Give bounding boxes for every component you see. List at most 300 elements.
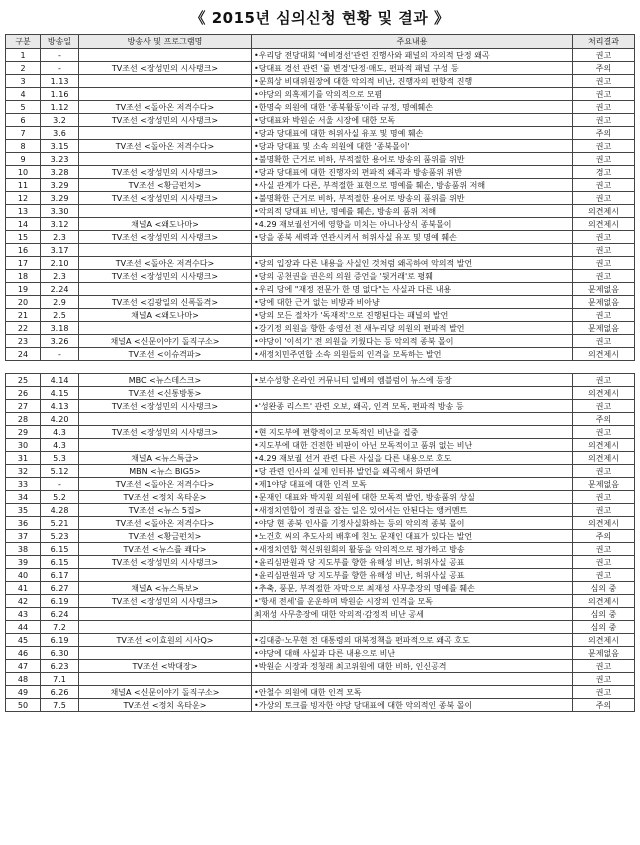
row-program: 채널A <신문이야기 돌직구소> xyxy=(79,335,252,348)
row-result: 권고 xyxy=(573,257,635,270)
row-result: 문제없음 xyxy=(573,478,635,491)
table-row xyxy=(6,608,635,621)
row-number: 2 xyxy=(6,62,41,75)
row-program: 채널A <왜도나마> xyxy=(79,309,252,322)
header-result: 처리결과 xyxy=(573,35,635,49)
row-number: 8 xyxy=(6,140,41,153)
row-content: •악의적 당대표 비난, 명예를 훼손, 방송의 품위 저해 xyxy=(252,205,573,218)
row-number: 37 xyxy=(6,530,41,543)
row-program xyxy=(79,75,252,88)
row-number: 20 xyxy=(6,296,41,309)
row-date: 1.12 xyxy=(41,101,79,114)
row-date: 6.17 xyxy=(41,569,79,582)
row-result: 권고 xyxy=(573,101,635,114)
row-date: 7.1 xyxy=(41,673,79,686)
row-date: 3.15 xyxy=(41,140,79,153)
row-content xyxy=(252,673,573,686)
row-program: TV조선 <정치 옥타운> xyxy=(79,491,252,504)
row-program: TV조선 <돌아온 저격수다> xyxy=(79,140,252,153)
row-result: 권고 xyxy=(573,244,635,257)
row-number: 26 xyxy=(6,387,41,400)
row-content: •당에 대한 근거 없는 비방과 비아냥 xyxy=(252,296,573,309)
row-result: 주의 xyxy=(573,530,635,543)
row-content: •우리당 전당대회 '예비경선'관련 진행사와 패널의 자의적 단정 왜곡 xyxy=(252,49,573,62)
table-row xyxy=(6,621,635,634)
row-result: 주의 xyxy=(573,413,635,426)
row-result: 권고 xyxy=(573,140,635,153)
row-result: 권고 xyxy=(573,49,635,62)
row-program: TV조선 <정치 옥타운> xyxy=(79,699,252,712)
row-content: •당대표와 박원순 서울 시장에 대한 모독 xyxy=(252,114,573,127)
row-date: 2.5 xyxy=(41,309,79,322)
table-row xyxy=(6,634,635,647)
row-content: •당의 모든 절차가 '독재적'으로 진행된다는 패널의 발언 xyxy=(252,309,573,322)
table-row xyxy=(6,569,635,582)
row-date: - xyxy=(41,478,79,491)
row-number: 10 xyxy=(6,166,41,179)
row-program: TV조선 <이효원의 시사Q> xyxy=(79,634,252,647)
row-content: •야당의 의혹제기를 악의적으로 모폄 xyxy=(252,88,573,101)
table-row xyxy=(6,244,635,257)
row-content: •지도부에 대한 건전한 비판이 아닌 모독적이고 품위 없는 비난 xyxy=(252,439,573,452)
table-row xyxy=(6,127,635,140)
row-program: MBC <뉴스데스크> xyxy=(79,374,252,387)
row-program: TV조선 <신통방통> xyxy=(79,387,252,400)
table-row xyxy=(6,140,635,153)
row-date: 2.3 xyxy=(41,231,79,244)
row-content: •당과 당대표 및 소속 의원에 대한 '종북몰이' xyxy=(252,140,573,153)
row-result: 권고 xyxy=(573,491,635,504)
row-content: •제1야당 대표에 대한 인격 모독 xyxy=(252,478,573,491)
row-result: 의견제시 xyxy=(573,205,635,218)
row-number: 39 xyxy=(6,556,41,569)
row-number: 41 xyxy=(6,582,41,595)
row-date: 4.3 xyxy=(41,439,79,452)
row-content: •윤리심판원과 당 지도부를 향한 유해성 비난, 허위사실 공표 xyxy=(252,556,573,569)
row-program: TV조선 <장성민의 시사탱크> xyxy=(79,556,252,569)
row-date: 3.2 xyxy=(41,114,79,127)
table-row xyxy=(6,335,635,348)
row-content xyxy=(252,387,573,400)
row-program xyxy=(79,569,252,582)
row-number: 13 xyxy=(6,205,41,218)
row-result: 의견제시 xyxy=(573,439,635,452)
table-row xyxy=(6,387,635,400)
row-date: 6.23 xyxy=(41,660,79,673)
row-number: 32 xyxy=(6,465,41,478)
row-program: 채널A <왜도나마> xyxy=(79,218,252,231)
row-content: •노건호 씨의 추도사의 배후에 친노 문재인 대표가 있다는 발언 xyxy=(252,530,573,543)
row-date: 2.24 xyxy=(41,283,79,296)
header-program: 방송사 및 프로그램명 xyxy=(79,35,252,49)
row-date: 5.2 xyxy=(41,491,79,504)
row-number: 48 xyxy=(6,673,41,686)
row-program: TV조선 <장성민의 시사탱크> xyxy=(79,400,252,413)
row-number: 35 xyxy=(6,504,41,517)
row-program xyxy=(79,673,252,686)
row-content: •새정치민주연합 소속 의원들의 인격을 모독하는 발언 xyxy=(252,348,573,361)
row-content: •문재인 대표와 박지원 의원에 대한 모독적 발언, 방송품위 상실 xyxy=(252,491,573,504)
row-program: TV조선 <돌아온 저격수다> xyxy=(79,101,252,114)
header-number: 구분 xyxy=(6,35,41,49)
row-date: 7.5 xyxy=(41,699,79,712)
row-content: •야당이 '이석기' 전 의원을 키웠다는 등 악의적 종북 몰이 xyxy=(252,335,573,348)
row-result: 심의 중 xyxy=(573,582,635,595)
row-content: •문희상 비대위원장에 대한 악의적 비난, 진행자의 편향적 진행 xyxy=(252,75,573,88)
table-row xyxy=(6,49,635,62)
row-date: 1.13 xyxy=(41,75,79,88)
row-number: 3 xyxy=(6,75,41,88)
table-row xyxy=(6,88,635,101)
row-content: •야당에 대해 사실과 다른 내용으로 비난 xyxy=(252,647,573,660)
row-date: 6.15 xyxy=(41,556,79,569)
row-program: TV조선 <장성민의 시사탱크> xyxy=(79,62,252,75)
row-result: 권고 xyxy=(573,556,635,569)
row-date: 4.3 xyxy=(41,426,79,439)
row-date: 5.21 xyxy=(41,517,79,530)
row-number: 7 xyxy=(6,127,41,140)
row-content: •당을 종북 세력과 연관시켜서 허위사실 유포 및 명예 훼손 xyxy=(252,231,573,244)
row-date: 3.23 xyxy=(41,153,79,166)
table-row xyxy=(6,114,635,127)
row-content: •보수성향 온라인 커뮤니티 일베의 엠블럼이 뉴스에 등장 xyxy=(252,374,573,387)
header-date: 방송일 xyxy=(41,35,79,49)
row-number: 12 xyxy=(6,192,41,205)
table-row xyxy=(6,530,635,543)
row-result: 권고 xyxy=(573,686,635,699)
table-row xyxy=(6,205,635,218)
row-date: 6.19 xyxy=(41,634,79,647)
row-program: TV조선 <황금펀치> xyxy=(79,179,252,192)
row-program: TV조선 <돌아온 저격수다> xyxy=(79,257,252,270)
row-date: 6.24 xyxy=(41,608,79,621)
row-result: 심의 중 xyxy=(573,608,635,621)
row-result: 의견제시 xyxy=(573,218,635,231)
row-content: •사실 관계가 다른, 부적절한 표현으로 명예를 훼손, 방송품위 저해 xyxy=(252,179,573,192)
result-table-continued xyxy=(5,373,635,712)
row-result: 권고 xyxy=(573,179,635,192)
row-result: 권고 xyxy=(573,309,635,322)
row-program xyxy=(79,439,252,452)
row-result: 권고 xyxy=(573,465,635,478)
row-date: 2.10 xyxy=(41,257,79,270)
row-date: - xyxy=(41,62,79,75)
table-row xyxy=(6,348,635,361)
row-number: 29 xyxy=(6,426,41,439)
row-date: 3.18 xyxy=(41,322,79,335)
row-content: •새정치연합이 정권을 잡는 일은 있어서는 안된다는 앵커멘트 xyxy=(252,504,573,517)
row-date: 6.26 xyxy=(41,686,79,699)
table-row xyxy=(6,62,635,75)
row-date: 3.17 xyxy=(41,244,79,257)
row-number: 38 xyxy=(6,543,41,556)
row-program: TV조선 <장성민의 시사탱크> xyxy=(79,114,252,127)
row-number: 50 xyxy=(6,699,41,712)
row-date: 4.15 xyxy=(41,387,79,400)
table-row xyxy=(6,426,635,439)
row-program xyxy=(79,205,252,218)
table-row xyxy=(6,270,635,283)
row-result: 권고 xyxy=(573,75,635,88)
row-number: 45 xyxy=(6,634,41,647)
row-content: •당의 공천권을 권은의 의원 증언을 '뒷거래'로 평훼 xyxy=(252,270,573,283)
row-program xyxy=(79,283,252,296)
row-date: 5.3 xyxy=(41,452,79,465)
row-program: TV조선 <장성민의 시사탱크> xyxy=(79,595,252,608)
row-result: 권고 xyxy=(573,114,635,127)
row-date: 1.16 xyxy=(41,88,79,101)
row-content: •당과 당대표에 대한 허위사실 유포 및 명예 훼손 xyxy=(252,127,573,140)
table-row xyxy=(6,478,635,491)
row-content: •'성완종 리스트' 관련 오보, 왜곡, 인격 모독, 편파적 방송 등 xyxy=(252,400,573,413)
row-result: 문제없음 xyxy=(573,322,635,335)
header-content: 주요내용 xyxy=(252,35,573,49)
row-date: 3.29 xyxy=(41,192,79,205)
table-row xyxy=(6,543,635,556)
table-row xyxy=(6,231,635,244)
table-row xyxy=(6,595,635,608)
row-date: 6.27 xyxy=(41,582,79,595)
row-number: 46 xyxy=(6,647,41,660)
row-date: 4.28 xyxy=(41,504,79,517)
row-program xyxy=(79,647,252,660)
row-content: •박원순 시장과 정청래 최고위원에 대한 비하, 인신공격 xyxy=(252,660,573,673)
row-date: 4.13 xyxy=(41,400,79,413)
table-row xyxy=(6,166,635,179)
row-number: 47 xyxy=(6,660,41,673)
row-date: 7.2 xyxy=(41,621,79,634)
row-program xyxy=(79,621,252,634)
row-content: •야당 현 종북 인사를 기정사실화하는 등의 악의적 종북 몰이 xyxy=(252,517,573,530)
row-program xyxy=(79,49,252,62)
result-table xyxy=(5,34,635,361)
row-number: 34 xyxy=(6,491,41,504)
table-row xyxy=(6,413,635,426)
table-row xyxy=(6,582,635,595)
table-row xyxy=(6,374,635,387)
table-row xyxy=(6,309,635,322)
table-row xyxy=(6,504,635,517)
table-row xyxy=(6,452,635,465)
row-number: 17 xyxy=(6,257,41,270)
table-row xyxy=(6,439,635,452)
table-row xyxy=(6,491,635,504)
row-program xyxy=(79,153,252,166)
row-result: 문제없음 xyxy=(573,283,635,296)
row-content: •당의 입장과 다른 내용을 사실인 것처럼 왜곡하여 악의적 발언 xyxy=(252,257,573,270)
row-result: 심의 중 xyxy=(573,621,635,634)
row-program: 채널A <뉴스특급> xyxy=(79,452,252,465)
row-result: 권고 xyxy=(573,192,635,205)
row-content: •안철수 의원에 대한 인격 모독 xyxy=(252,686,573,699)
row-number: 49 xyxy=(6,686,41,699)
row-date: 4.20 xyxy=(41,413,79,426)
row-number: 28 xyxy=(6,413,41,426)
table-row xyxy=(6,400,635,413)
row-number: 21 xyxy=(6,309,41,322)
row-date: - xyxy=(41,49,79,62)
row-date: 4.14 xyxy=(41,374,79,387)
table-row xyxy=(6,218,635,231)
row-number: 42 xyxy=(6,595,41,608)
row-content: •당과 당대표에 대한 진행자의 편파적 왜곡과 방송품위 위반 xyxy=(252,166,573,179)
row-number: 19 xyxy=(6,283,41,296)
row-program: TV조선 <김광일의 신폭돌격> xyxy=(79,296,252,309)
row-result: 권고 xyxy=(573,153,635,166)
row-result: 권고 xyxy=(573,673,635,686)
row-content: •4.29 재보궐선거에 영향을 미치는 아니나상식 종북몰이 xyxy=(252,218,573,231)
row-content: •김대중·노무현 전 대통령의 대북정책을 편파적으로 왜곡 호도 xyxy=(252,634,573,647)
table-row xyxy=(6,296,635,309)
row-program xyxy=(79,608,252,621)
row-program: TV조선 <장성민의 시사탱크> xyxy=(79,192,252,205)
row-content xyxy=(252,244,573,257)
row-date: 6.15 xyxy=(41,543,79,556)
row-number: 16 xyxy=(6,244,41,257)
row-date: 3.6 xyxy=(41,127,79,140)
table-row xyxy=(6,322,635,335)
row-content: 최재성 사무총장에 대한 악의적·감정적 비난 공세 xyxy=(252,608,573,621)
row-content: •'항새 전세'를 운운하며 박원순 시장의 인격을 모독 xyxy=(252,595,573,608)
row-result: 권고 xyxy=(573,504,635,517)
row-program: 채널A <신문이야기 돌직구소> xyxy=(79,686,252,699)
table-row xyxy=(6,556,635,569)
row-number: 36 xyxy=(6,517,41,530)
row-result: 경고 xyxy=(573,166,635,179)
row-date: 5.23 xyxy=(41,530,79,543)
table-row xyxy=(6,686,635,699)
table-row xyxy=(6,153,635,166)
row-number: 6 xyxy=(6,114,41,127)
row-program: TV조선 <이슈격파> xyxy=(79,348,252,361)
row-content: •불명확한 근거로 비하, 부적절한 용어로 방송의 품위를 위반 xyxy=(252,153,573,166)
row-content: •현 지도부에 편향적이고 모독적인 비난을 집중 xyxy=(252,426,573,439)
row-result: 권고 xyxy=(573,335,635,348)
row-number: 4 xyxy=(6,88,41,101)
row-number: 30 xyxy=(6,439,41,452)
table-header-row xyxy=(6,35,635,49)
table-row xyxy=(6,465,635,478)
row-program xyxy=(79,322,252,335)
row-program: 채널A <뉴스특보> xyxy=(79,582,252,595)
row-program xyxy=(79,88,252,101)
row-number: 15 xyxy=(6,231,41,244)
row-date: 3.28 xyxy=(41,166,79,179)
table-row xyxy=(6,179,635,192)
row-content: •우리 당에 "재정 전문가 한 명 없다"는 사실과 다른 내용 xyxy=(252,283,573,296)
table-row xyxy=(6,101,635,114)
row-number: 25 xyxy=(6,374,41,387)
row-result: 의견제시 xyxy=(573,387,635,400)
row-result: 문제없음 xyxy=(573,296,635,309)
row-number: 23 xyxy=(6,335,41,348)
row-program: TV조선 <박대장> xyxy=(79,660,252,673)
row-result: 권고 xyxy=(573,660,635,673)
table-row xyxy=(6,673,635,686)
row-number: 33 xyxy=(6,478,41,491)
row-number: 18 xyxy=(6,270,41,283)
row-result: 권고 xyxy=(573,231,635,244)
table-row xyxy=(6,192,635,205)
row-number: 5 xyxy=(6,101,41,114)
row-content: •추축, 풍문, 부적절한 자막으로 최재성 사무총장의 명예를 훼손 xyxy=(252,582,573,595)
row-program: TV조선 <장성민의 시사탱크> xyxy=(79,166,252,179)
row-content: •윤리심판원과 당 지도부를 향한 유해성 비난, 허위사실 공표 xyxy=(252,569,573,582)
row-number: 31 xyxy=(6,452,41,465)
row-number: 22 xyxy=(6,322,41,335)
row-content xyxy=(252,413,573,426)
row-result: 권고 xyxy=(573,426,635,439)
row-program xyxy=(79,127,252,140)
row-number: 14 xyxy=(6,218,41,231)
row-number: 27 xyxy=(6,400,41,413)
row-program: TV조선 <장성민의 시사탱크> xyxy=(79,270,252,283)
row-result: 의견제시 xyxy=(573,595,635,608)
row-date: 5.12 xyxy=(41,465,79,478)
row-result: 의견제시 xyxy=(573,517,635,530)
row-result: 의견제시 xyxy=(573,634,635,647)
table-gap xyxy=(0,361,640,373)
row-date: 3.26 xyxy=(41,335,79,348)
row-date: 2.9 xyxy=(41,296,79,309)
row-result: 문제없음 xyxy=(573,647,635,660)
row-program xyxy=(79,244,252,257)
row-content: •새정치연합 혁신위원회의 활동을 악의적으로 평가하고 방송 xyxy=(252,543,573,556)
row-result: 권고 xyxy=(573,374,635,387)
row-program: TV조선 <뉴스 5집> xyxy=(79,504,252,517)
table-row xyxy=(6,75,635,88)
table-row xyxy=(6,647,635,660)
row-number: 24 xyxy=(6,348,41,361)
row-program: TV조선 <뉴스를 쾌다> xyxy=(79,543,252,556)
row-result: 권고 xyxy=(573,270,635,283)
row-content: •불명확한 근거로 비하, 부적절한 용어로 방송의 품위를 위반 xyxy=(252,192,573,205)
table-row xyxy=(6,283,635,296)
row-result: 주의 xyxy=(573,62,635,75)
row-result: 의견제시 xyxy=(573,348,635,361)
row-number: 40 xyxy=(6,569,41,582)
row-result: 주의 xyxy=(573,127,635,140)
row-program: TV조선 <장성민의 시사탱크> xyxy=(79,426,252,439)
table-row xyxy=(6,699,635,712)
row-number: 11 xyxy=(6,179,41,192)
row-content: •당 관련 인사의 실제 인터뷰 발언을 왜곡해서 화면에 xyxy=(252,465,573,478)
row-program: MBN <뉴스 BIG5> xyxy=(79,465,252,478)
row-content: •4.29 재보궐 선거 관련 다른 사실을 다른 내용으로 호도 xyxy=(252,452,573,465)
table-row xyxy=(6,660,635,673)
row-number: 9 xyxy=(6,153,41,166)
row-date: 3.30 xyxy=(41,205,79,218)
row-result: 의견제시 xyxy=(573,452,635,465)
row-result: 권고 xyxy=(573,88,635,101)
row-program: TV조선 <돌아온 저격수다> xyxy=(79,478,252,491)
row-content: •가상의 토크를 빙자한 야당 당대표에 대한 악의적인 종북 몰이 xyxy=(252,699,573,712)
row-date: 2.3 xyxy=(41,270,79,283)
row-program: TV조선 <황금펀치> xyxy=(79,530,252,543)
row-content: •강기정 의원을 향한 송영선 전 새누리당 의원의 편파적 발언 xyxy=(252,322,573,335)
page-title: 《 2015년 심의신청 현황 및 결과 》 xyxy=(190,8,450,27)
row-date: 3.12 xyxy=(41,218,79,231)
row-number: 44 xyxy=(6,621,41,634)
row-result: 권고 xyxy=(573,400,635,413)
row-content: •한명숙 의원에 대한 '종북활동'이라 규정, 명예훼손 xyxy=(252,101,573,114)
row-content xyxy=(252,621,573,634)
row-result: 권고 xyxy=(573,543,635,556)
row-program xyxy=(79,413,252,426)
row-date: 3.29 xyxy=(41,179,79,192)
row-number: 1 xyxy=(6,49,41,62)
table-row xyxy=(6,257,635,270)
